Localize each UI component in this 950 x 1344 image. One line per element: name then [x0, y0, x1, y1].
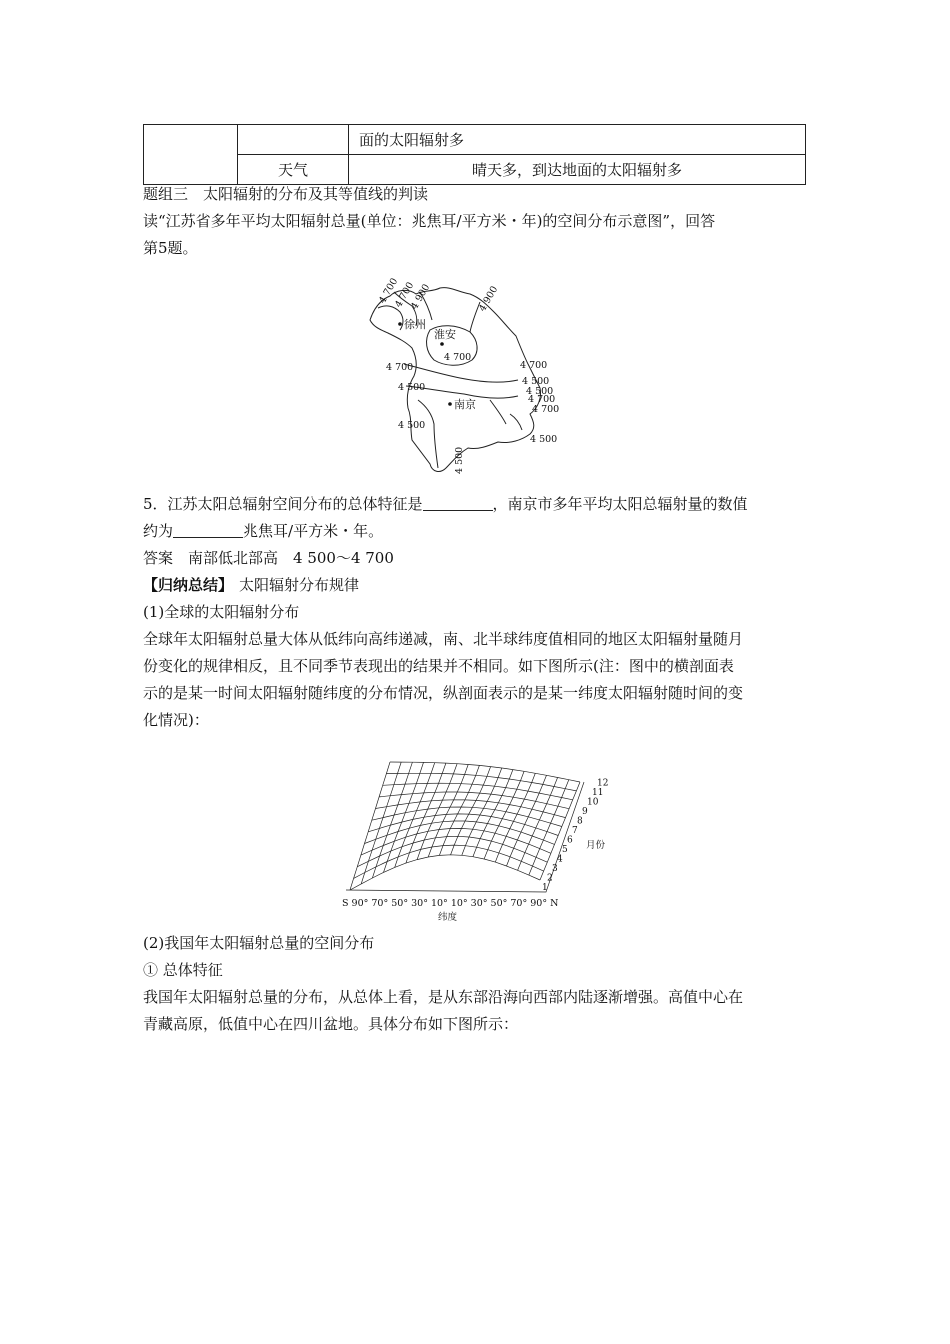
- summary-heading: [143, 575, 359, 595]
- isoline-label: 4 500: [522, 376, 550, 387]
- surface-line: [395, 763, 435, 868]
- global-radiation-3d-figure: [338, 740, 618, 924]
- month-tick-label: 10: [587, 797, 599, 808]
- isoline-label: 4 500: [526, 386, 554, 397]
- isoline-label: 4 500: [530, 434, 558, 445]
- question-5-line-2: [143, 521, 383, 541]
- isoline: [404, 364, 518, 382]
- isoline: [510, 414, 522, 430]
- isoline-label: 4 700: [444, 352, 472, 363]
- isoline-label: 4 700: [532, 404, 560, 415]
- city-label: 徐州: [404, 318, 426, 331]
- question-5-line-1: [143, 494, 748, 514]
- surface-line: [376, 800, 566, 818]
- surface-line: [439, 765, 479, 855]
- isoline-label: 4 500: [398, 382, 426, 393]
- city-label: 淮安: [434, 328, 456, 341]
- isoline-label: 4 700: [393, 280, 417, 310]
- question-text: 约为: [143, 522, 174, 540]
- part2-subheading: ① 总体特征: [143, 961, 223, 979]
- jiangsu-radiation-map: [360, 268, 600, 480]
- table-cell-empty: [238, 125, 349, 155]
- paragraph-line: 青藏高原，低值中心在四川盆地。具体分布如下图所示：: [143, 1015, 519, 1033]
- surface-line: [473, 770, 513, 857]
- isoline: [378, 306, 403, 330]
- paragraph-line: 份变化的规律相反，且不同季节表现出的结果并不相同。如下图所示(注：图中的横剖面表: [143, 657, 734, 675]
- month-tick-label: 3: [552, 864, 558, 874]
- summary-tag: 【归纳总结】: [143, 576, 234, 594]
- surface-line: [484, 771, 524, 859]
- isoline-label: 4 900: [409, 282, 433, 312]
- answer-blank: [173, 523, 243, 538]
- month-tick-label: 1: [542, 883, 548, 893]
- intro-line-2: 第5题。: [143, 239, 198, 257]
- paragraph-line: 我国年太阳辐射总量的分布，从总体上看，是从东部沿海向西部内陆逐渐增强。高值中心在: [143, 988, 744, 1006]
- month-tick-label: 7: [572, 826, 578, 836]
- section-title: 题组三 太阳辐射的分布及其等值线的判读: [143, 185, 429, 203]
- x-axis-label: 纬度: [438, 912, 458, 923]
- isoline-label: 4 500: [398, 420, 426, 431]
- table-cell: 面的太阳辐射多: [349, 125, 806, 155]
- city-label: 南京: [454, 398, 476, 411]
- month-tick-label: 9: [582, 807, 588, 817]
- month-tick-label: 5: [562, 845, 568, 855]
- month-tick-label: 11: [592, 788, 604, 798]
- intro-line-1: 读“江苏省多年平均太阳辐射总量(单位：兆焦耳/平方米・年)的空间分布示意图”，回答: [143, 212, 716, 230]
- isoline-label: 4 700: [520, 360, 548, 371]
- table-cell-factor: 天气: [238, 155, 349, 185]
- month-tick-label: 12: [597, 778, 609, 789]
- isoline-label: 4 700: [377, 276, 401, 306]
- month-tick-label: 2: [547, 873, 553, 884]
- isoline-label: 4 700: [386, 362, 414, 373]
- province-outline: [370, 288, 541, 472]
- month-tick-label: 8: [577, 816, 583, 827]
- table-row: [144, 125, 806, 155]
- surface-line: [390, 762, 580, 782]
- isoline: [490, 400, 506, 424]
- city-dot: [448, 402, 452, 406]
- paragraph-line: 全球年太阳辐射总量大体从低纬向高纬递减，南、北半球纬度值相同的地区太阳辐射量随月: [143, 630, 744, 648]
- answer-line: 答案 南部低北部高 4 500～4 700: [143, 549, 394, 567]
- factor-table: [143, 124, 806, 185]
- part2-heading: (2)我国年太阳辐射总量的空间分布: [143, 934, 375, 952]
- surface-line: [451, 767, 491, 855]
- latitude-tick-labels: S 90° 70° 50° 30° 10° 10° 30° 50° 70° 90° N: [342, 898, 559, 909]
- answer-blank: [423, 496, 493, 511]
- table-cell-empty: [144, 125, 238, 185]
- surface-line: [384, 762, 424, 872]
- question-text: 兆焦耳/平方米・年。: [243, 522, 384, 540]
- question-text: ，南京市多年平均太阳总辐射量的数值: [492, 495, 748, 513]
- city-dot: [398, 322, 402, 326]
- isoline-label: 4 500: [454, 446, 465, 474]
- month-tick-label: 6: [567, 835, 573, 846]
- paragraph-line: 化情况)：: [143, 711, 209, 729]
- surface-line: [428, 765, 468, 858]
- month-axis-label: 月份: [586, 840, 606, 851]
- isoline: [418, 400, 438, 468]
- part1-heading: (1)全球的太阳辐射分布: [143, 603, 300, 621]
- table-row: [144, 155, 806, 185]
- month-tick-label: 4: [557, 854, 563, 865]
- surface-line: [372, 807, 562, 827]
- question-text: 5．江苏太阳总辐射空间分布的总体特征是: [143, 495, 423, 513]
- paragraph-line: 示的是某一时间太阳辐射随纬度的分布情况，纵剖面表示的是某一纬度太阳辐射随时间的变: [143, 684, 744, 702]
- table-cell: 晴天多，到达地面的太阳辐射多: [349, 155, 806, 185]
- isoline-label: 4 700: [528, 394, 556, 405]
- summary-title: 太阳辐射分布规律: [239, 576, 360, 594]
- isoline-label: 4 900: [477, 284, 501, 314]
- city-dot: [440, 342, 444, 346]
